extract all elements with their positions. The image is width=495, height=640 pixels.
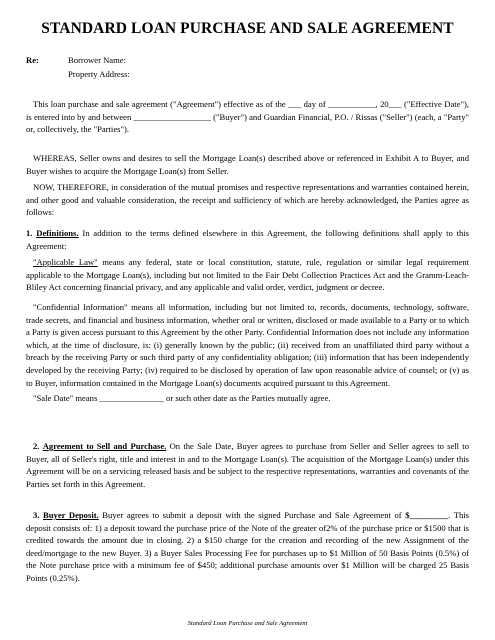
section-3-number: 3. bbox=[33, 510, 40, 520]
definition-applicable-law bbox=[26, 256, 469, 294]
property-address-line: Property Address: bbox=[68, 69, 130, 79]
section-3-text-after: . This deposit consists of: 1) a deposit toward the purchase price of the Note of the greater of2% of the purchase price or $1500 that is credited towards the amount due in closing. 2) a $150 charge for the creation and recording of the new Assignment of the deed/mortgage to the new Buyer. 3) a Buyer Sales Processing Fee for purchases up to $1 Million of 50 Basis Points (0.5%) of the Note purchase price with a minimum fee of $450; additional purchase amounts over $1 Million will be charged 25 Basis Points (0.25%). bbox=[26, 510, 469, 583]
section-2-text: On the Sale Date, Buyer agrees to purchase from Seller and Seller agrees to sell to Buyer, all of Seller's right, title and interest in and to the Mortgage Loan(s). The acquisition of the Mortgage Loan(s) under this Agreement will be on a servicing released basis and be subject to the respective representations, warranties and covenants of the Parties set forth in this Agreement. bbox=[26, 441, 469, 489]
applicable-law-text: means any federal, state or local constitution, statute, rule, regulation or similar legal requirement applicable to the Mortgage Loan(s), including but not limited to the Fair Debt Collection Practices Act and the Gramm-Leach-Bliley Act concerning financial privacy, and any applicable and valid order, verdict, judgment or decree. bbox=[26, 257, 470, 293]
page-footer: Standard Loan Purchase and Sale Agreement bbox=[187, 620, 308, 627]
section-3-text-before: Buyer agrees to submit a deposit with the signed Purchase and Sale Agreement of bbox=[98, 510, 406, 520]
whereas-paragraph: WHEREAS, Seller owns and desires to sell the Mortgage Loan(s) described above or referenced in Exhibit A to Buyer, and Buyer wishes to acquire the Mortgage Loan(s) from Seller. bbox=[26, 153, 469, 176]
section-1-paragraph bbox=[26, 227, 469, 252]
section-2-heading: Agreement to Sell and Purchase. bbox=[42, 441, 167, 451]
section-1-heading: Definitions. bbox=[36, 228, 79, 238]
now-therefore-paragraph: NOW, THEREFORE, in consideration of the mutual promises and respective representations and warranties contained herein, and other good and valuable consideration, the receipt and sufficiency of which are hereby acknowledged, the Parties agree as follows: bbox=[26, 182, 469, 218]
section-3-heading: Buyer Deposit. bbox=[43, 510, 99, 520]
re-label: Re: bbox=[26, 55, 39, 65]
section-2-number: 2. bbox=[33, 441, 40, 451]
intro-paragraph: This loan purchase and sale agreement ("Agreement") effective as of the ___ day of ___________, 20___ ("Effective Date"), is entered into by and between __________________ ("Buyer") and Guardian Financial, P.O. / Rissas ("Seller") (each, a "Party" or, collectively, the "Parties"). bbox=[26, 99, 469, 135]
definition-sale-date: "Sale Date" means _______________ or such other date as the Parties mutually agree. bbox=[33, 393, 331, 403]
borrower-name-line: Borrower Name: bbox=[68, 55, 126, 65]
section-3-paragraph bbox=[26, 509, 469, 585]
applicable-law-term: "Applicable Law" bbox=[33, 257, 98, 267]
document-title: STANDARD LOAN PURCHASE AND SALE AGREEMENT bbox=[41, 20, 454, 37]
definition-confidential-information: "Confidential Information" means all information, including but not limited to, records, documents, technology, software, trade secrets, and financial and business information, whether oral or written, disclosed or made available to a Party or to which a Party is given access pursuant to this Agreement by the other Party. Confidential Information does not include any information which, at the time of disclosure, is: (i) generally known by the public; (ii) received from an unaffiliated third party without a breach by the receiving Party or such third party of any confidentiality obligation; (iii) information that has been independently developed by the receiving Party; (iv) required to be disclosed by operation of law upon reasonable advice of counsel; or (v) as to Buyer, information contained in the Mortgage Loan(s) documents acquired pursuant to this Agreement. bbox=[26, 302, 469, 388]
section-1-text: In addition to the terms defined elsewhere in this Agreement, the following definitions shall apply to this Agreement: bbox=[26, 228, 469, 251]
section-1-number: 1. bbox=[26, 228, 33, 238]
section-2-paragraph bbox=[26, 440, 469, 490]
deposit-amount-blank: $_________ bbox=[405, 510, 449, 520]
